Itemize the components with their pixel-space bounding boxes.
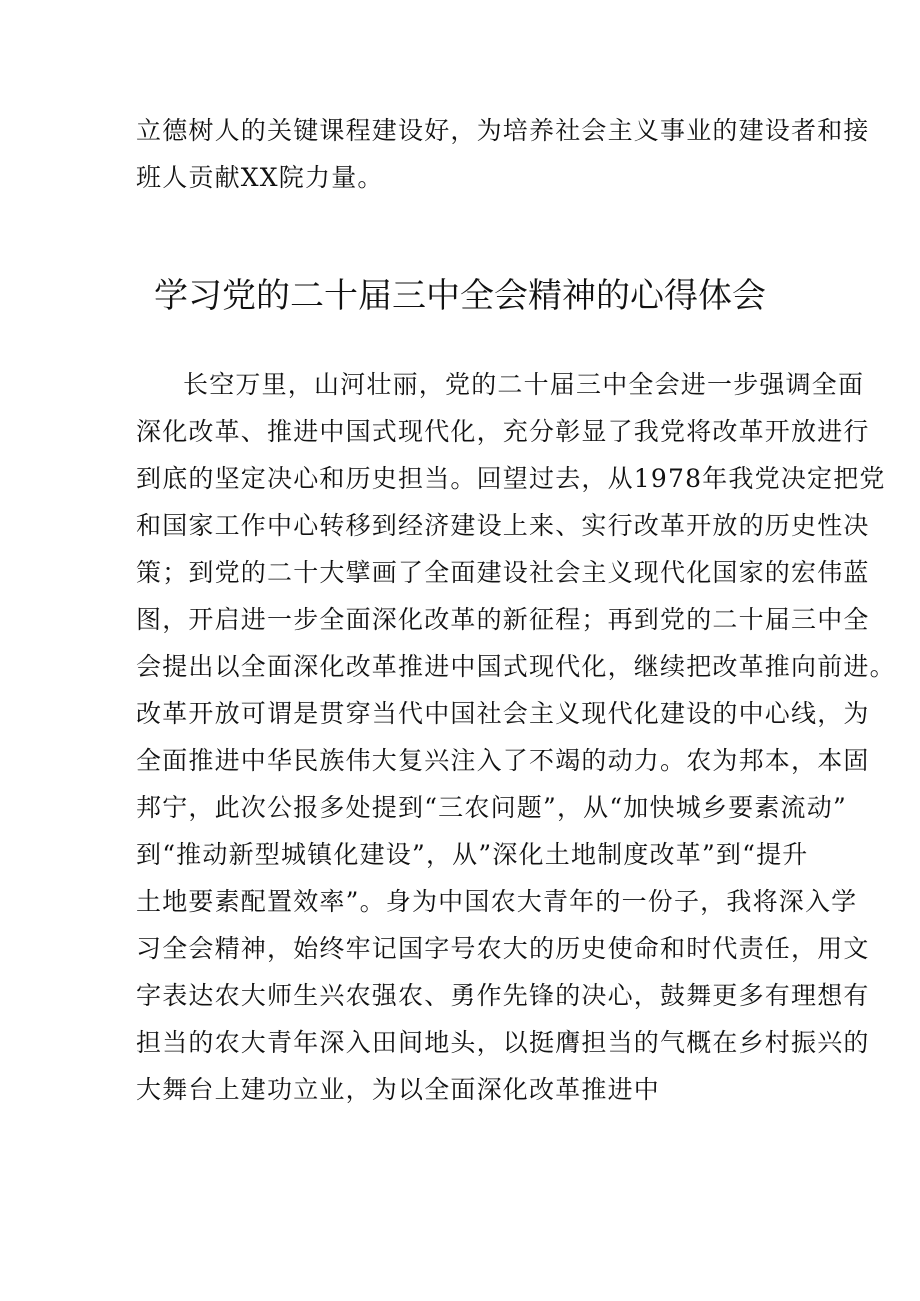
paragraph-line: 策；到党的二十大擘画了全面建设社会主义现代化国家的宏伟蓝 (136, 558, 870, 587)
prev-section-line: 班人贡献XX院力量。 (136, 163, 384, 192)
paragraph-line: 土地要素配置效率”。身为中国农大青年的一份子，我将深入学 (136, 887, 858, 916)
paragraph-line: 深化改革、推进中国式现代化，充分彰显了我党将改革开放进行 (136, 417, 870, 446)
paragraph-line: 到“推动新型城镇化建设”，从”深化土地制度改革”到“提升 (136, 840, 809, 869)
paragraph-line: 字表达农大师生兴农强农、勇作先锋的决心，鼓舞更多有理想有 (136, 981, 870, 1010)
paragraph-line: 长空万里，山河壮丽，党的二十届三中全会进一步强调全面 (183, 370, 865, 399)
paragraph-line: 图，开启进一步全面深化改革的新征程；再到党的二十届三中全 (136, 605, 870, 634)
paragraph-line: 大舞台上建功立业，为以全面深化改革推进中 (136, 1075, 661, 1104)
paragraph-line: 和国家工作中心转移到经济建设上来、实行改革开放的历史性决 (136, 511, 870, 540)
paragraph-line: 会提出以全面深化改革推进中国式现代化，继续把改革推向前进。 (136, 652, 896, 681)
paragraph-line: 习全会精神，始终牢记国字号农大的历史使命和时代责任，用文 (136, 934, 870, 963)
paragraph-line: 到底的坚定决心和历史担当。回望过去，从1978年我党决定把党 (136, 464, 886, 493)
article-title: 学习党的二十届三中全会精神的心得体会 (154, 276, 766, 316)
paragraph-line: 担当的农大青年深入田间地头，以挺膺担当的气概在乡村振兴的 (136, 1028, 870, 1057)
prev-section-line: 立德树人的关键课程建设好，为培养社会主义事业的建设者和接 (136, 116, 870, 145)
paragraph-line: 邦宁，此次公报多处提到“三农问题”，从“加快城乡要素流动” (136, 793, 847, 822)
paragraph-line: 改革开放可谓是贯穿当代中国社会主义现代化建设的中心线，为 (136, 699, 870, 728)
paragraph-line: 全面推进中华民族伟大复兴注入了不竭的动力。农为邦本，本固 (136, 746, 870, 775)
